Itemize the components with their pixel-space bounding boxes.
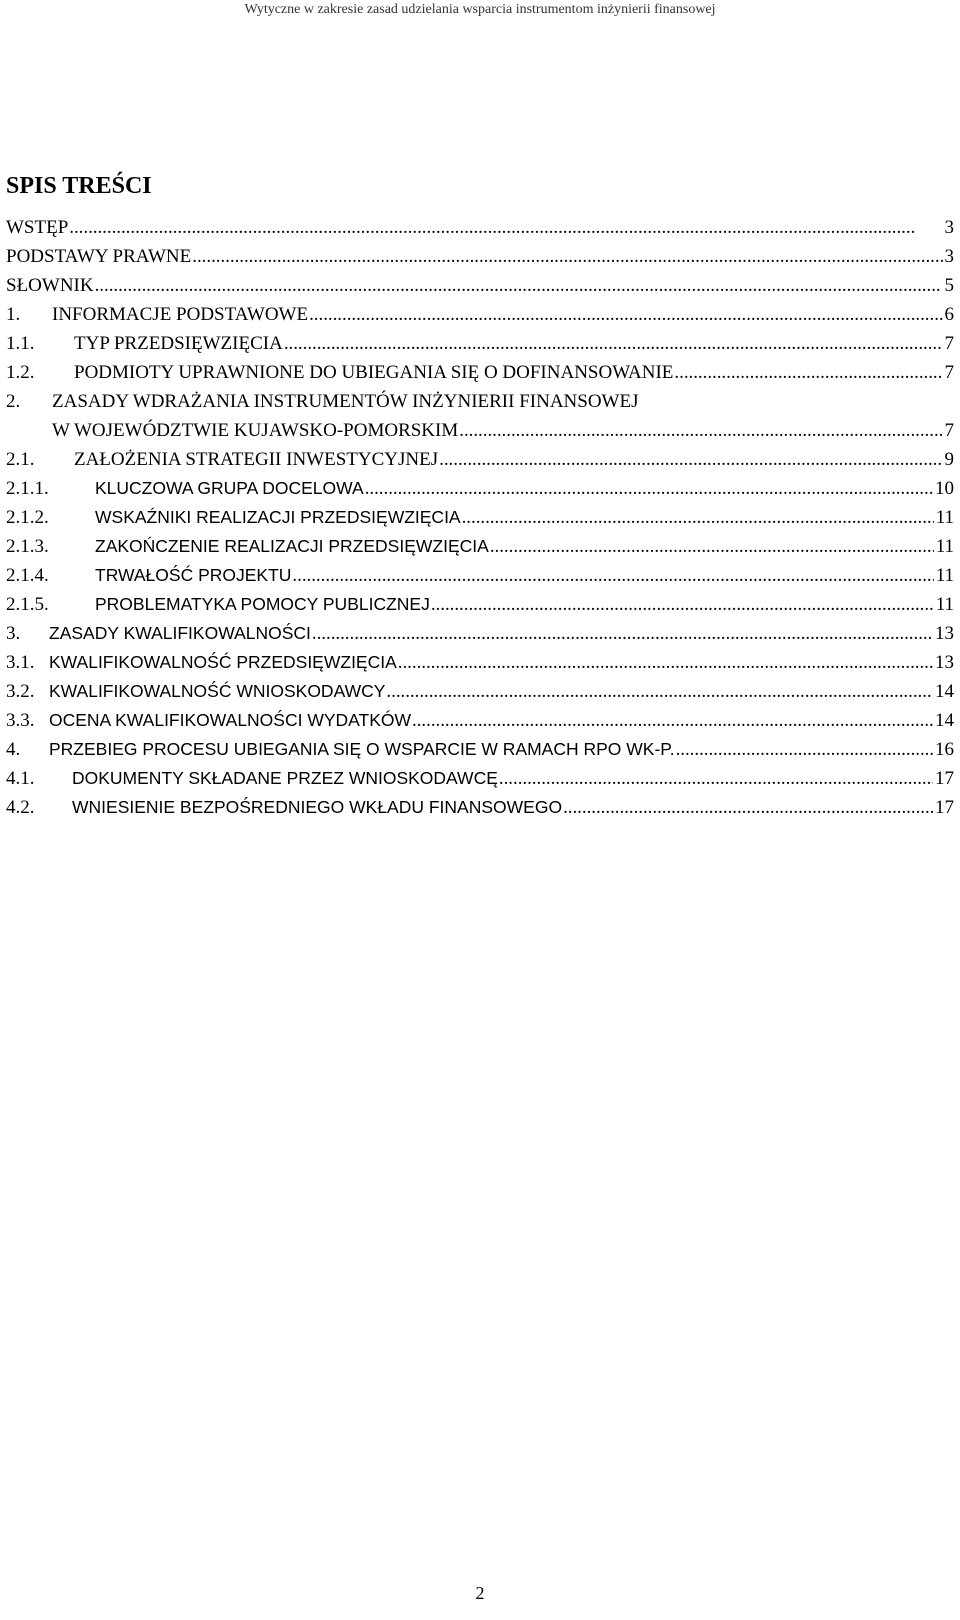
toc-entry[interactable] xyxy=(6,619,954,648)
toc-entry-page: 11 xyxy=(935,565,954,586)
toc-entry-title: INFORMACJE PODSTAWOWE xyxy=(52,304,309,325)
toc-entry-page: 7 xyxy=(944,420,954,441)
toc-entry[interactable] xyxy=(6,271,954,300)
toc-entry-page: 16 xyxy=(935,739,954,760)
dot-leader xyxy=(284,329,943,358)
toc-entry-title: PROBLEMATYKA POMOCY PUBLICZNEJ xyxy=(95,594,430,614)
toc-entry-number: 3.3. xyxy=(6,710,35,731)
toc-entry-number: 2.1.5. xyxy=(6,594,49,615)
toc-entry[interactable] xyxy=(6,474,954,503)
toc-entry-title: WNIESIENIE BEZPOŚREDNIEGO WKŁADU FINANSOWEGO xyxy=(72,797,563,817)
toc-entry-title: DOKUMENTY SKŁADANE PRZEZ WNIOSKODAWCĘ xyxy=(72,768,498,788)
running-header: Wytyczne w zakresie zasad udzielania wsparcia instrumentom inżynierii finansowej xyxy=(244,2,716,17)
toc-entry[interactable] xyxy=(6,561,954,590)
toc-entry-title: TRWAŁOŚĆ PROJEKTU xyxy=(95,565,292,585)
dot-leader xyxy=(309,300,942,329)
toc-entry-number: 3.1. xyxy=(6,652,35,673)
toc-entry-number: 4. xyxy=(6,739,21,760)
dot-leader xyxy=(95,271,943,300)
toc-entry-page: 7 xyxy=(944,362,954,383)
dot-leader xyxy=(674,358,942,387)
toc-entry-title: KLUCZOWA GRUPA DOCELOWA xyxy=(95,478,364,498)
toc-entry[interactable] xyxy=(6,213,954,242)
toc-entry[interactable] xyxy=(6,445,954,474)
toc-entry-title: ZASADY KWALIFIKOWALNOŚCI xyxy=(49,623,311,643)
dot-leader xyxy=(69,213,942,242)
dot-leader xyxy=(365,474,933,503)
toc-entry-number: 1.2. xyxy=(6,362,35,383)
toc-entry[interactable] xyxy=(6,503,954,532)
toc-entry[interactable] xyxy=(6,242,954,271)
dot-leader xyxy=(431,590,934,619)
toc-entry-page: 10 xyxy=(935,478,954,499)
toc-entry-page: 5 xyxy=(944,275,954,296)
page-number: 2 xyxy=(475,1583,485,1603)
toc-entry-number: 2.1.3. xyxy=(6,536,49,557)
dot-leader xyxy=(398,648,933,677)
toc-entry-title: TYP PRZEDSIĘWZIĘCIA xyxy=(74,333,283,354)
toc-entry-number: 2. xyxy=(6,391,21,412)
toc-entry-title: PODSTAWY PRAWNE xyxy=(6,246,192,267)
toc-entry[interactable] xyxy=(6,329,954,358)
toc-entry-number: 2.1.1. xyxy=(6,478,49,499)
toc-entry-title: W WOJEWÓDZTWIE KUJAWSKO-POMORSKIM xyxy=(52,420,459,441)
toc-entry-title: PODMIOTY UPRAWNIONE DO UBIEGANIA SIĘ O DOFINANSOWANIE xyxy=(74,362,674,383)
toc-entry-page: 7 xyxy=(944,333,954,354)
toc-entry-number: 1. xyxy=(6,304,21,325)
toc-entry[interactable] xyxy=(6,300,954,329)
dot-leader xyxy=(459,416,942,445)
dot-leader xyxy=(499,764,933,793)
toc-entry-title: WSTĘP xyxy=(6,217,69,238)
toc-entry-number: 2.1.2. xyxy=(6,507,49,528)
toc-entry[interactable] xyxy=(6,416,954,445)
toc-heading: SPIS TREŚCI xyxy=(6,173,152,199)
toc-entry-page: 3 xyxy=(944,246,954,267)
toc-entry-page: 17 xyxy=(935,797,954,818)
toc-entry-number: 3. xyxy=(6,623,21,644)
toc-entry-title: WSKAŹNIKI REALIZACJI PRZEDSIĘWZIĘCIA xyxy=(95,507,461,527)
toc-entry-number: 2.1. xyxy=(6,449,35,470)
toc-entry-title: ZAKOŃCZENIE REALIZACJI PRZEDSIĘWZIĘCIA xyxy=(95,536,489,556)
toc-entry[interactable] xyxy=(6,764,954,793)
toc-entry-number: 3.2. xyxy=(6,681,35,702)
toc-entry[interactable] xyxy=(6,735,954,764)
toc-entry-page: 14 xyxy=(935,710,954,731)
dot-leader xyxy=(676,735,933,764)
toc-entry-title: PRZEBIEG PROCESU UBIEGANIA SIĘ O WSPARCIE W RAMACH RPO WK-P. xyxy=(49,739,675,759)
toc-entry-title: OCENA KWALIFIKOWALNOŚCI WYDATKÓW xyxy=(49,710,412,730)
toc-entry-page: 9 xyxy=(944,449,954,470)
toc-entry-page: 13 xyxy=(935,652,954,673)
toc-entry-title: ZASADY WDRAŻANIA INSTRUMENTÓW INŻYNIERII FINANSOWEJ xyxy=(52,391,639,412)
toc-entry-title: KWALIFIKOWALNOŚĆ PRZEDSIĘWZIĘCIA xyxy=(49,652,397,672)
toc-entry-page: 3 xyxy=(944,217,954,238)
toc-entry-page: 11 xyxy=(935,594,954,615)
toc-entry[interactable] xyxy=(6,677,954,706)
toc-entry-number: 4.1. xyxy=(6,768,35,789)
toc-entry[interactable] xyxy=(6,793,954,822)
toc-entry-number: 4.2. xyxy=(6,797,35,818)
toc-entry-number: 2.1.4. xyxy=(6,565,49,586)
dot-leader xyxy=(439,445,942,474)
dot-leader xyxy=(292,561,933,590)
dot-leader xyxy=(386,677,933,706)
toc-entry-number: 1.1. xyxy=(6,333,35,354)
dot-leader xyxy=(312,619,933,648)
toc-entry-title: KWALIFIKOWALNOŚĆ WNIOSKODAWCY xyxy=(49,681,386,701)
toc-entry-page: 11 xyxy=(935,507,954,528)
dot-leader xyxy=(462,503,934,532)
toc-entry-page: 14 xyxy=(935,681,954,702)
toc-entry-page: 11 xyxy=(935,536,954,557)
table-of-contents xyxy=(6,213,954,822)
dot-leader xyxy=(412,706,933,735)
toc-entry-page: 17 xyxy=(935,768,954,789)
toc-entry[interactable] xyxy=(6,532,954,561)
toc-entry[interactable] xyxy=(6,706,954,735)
dot-leader xyxy=(192,242,942,271)
toc-entry-page: 13 xyxy=(935,623,954,644)
dot-leader xyxy=(490,532,934,561)
dot-leader xyxy=(563,793,933,822)
toc-entry-title: ZAŁOŻENIA STRATEGII INWESTYCYJNEJ xyxy=(74,449,439,470)
toc-entry[interactable] xyxy=(6,590,954,619)
toc-entry-title: SŁOWNIK xyxy=(6,275,94,296)
toc-entry xyxy=(6,387,954,416)
toc-entry-page: 6 xyxy=(944,304,954,325)
toc-entry[interactable] xyxy=(6,358,954,387)
toc-entry[interactable] xyxy=(6,648,954,677)
